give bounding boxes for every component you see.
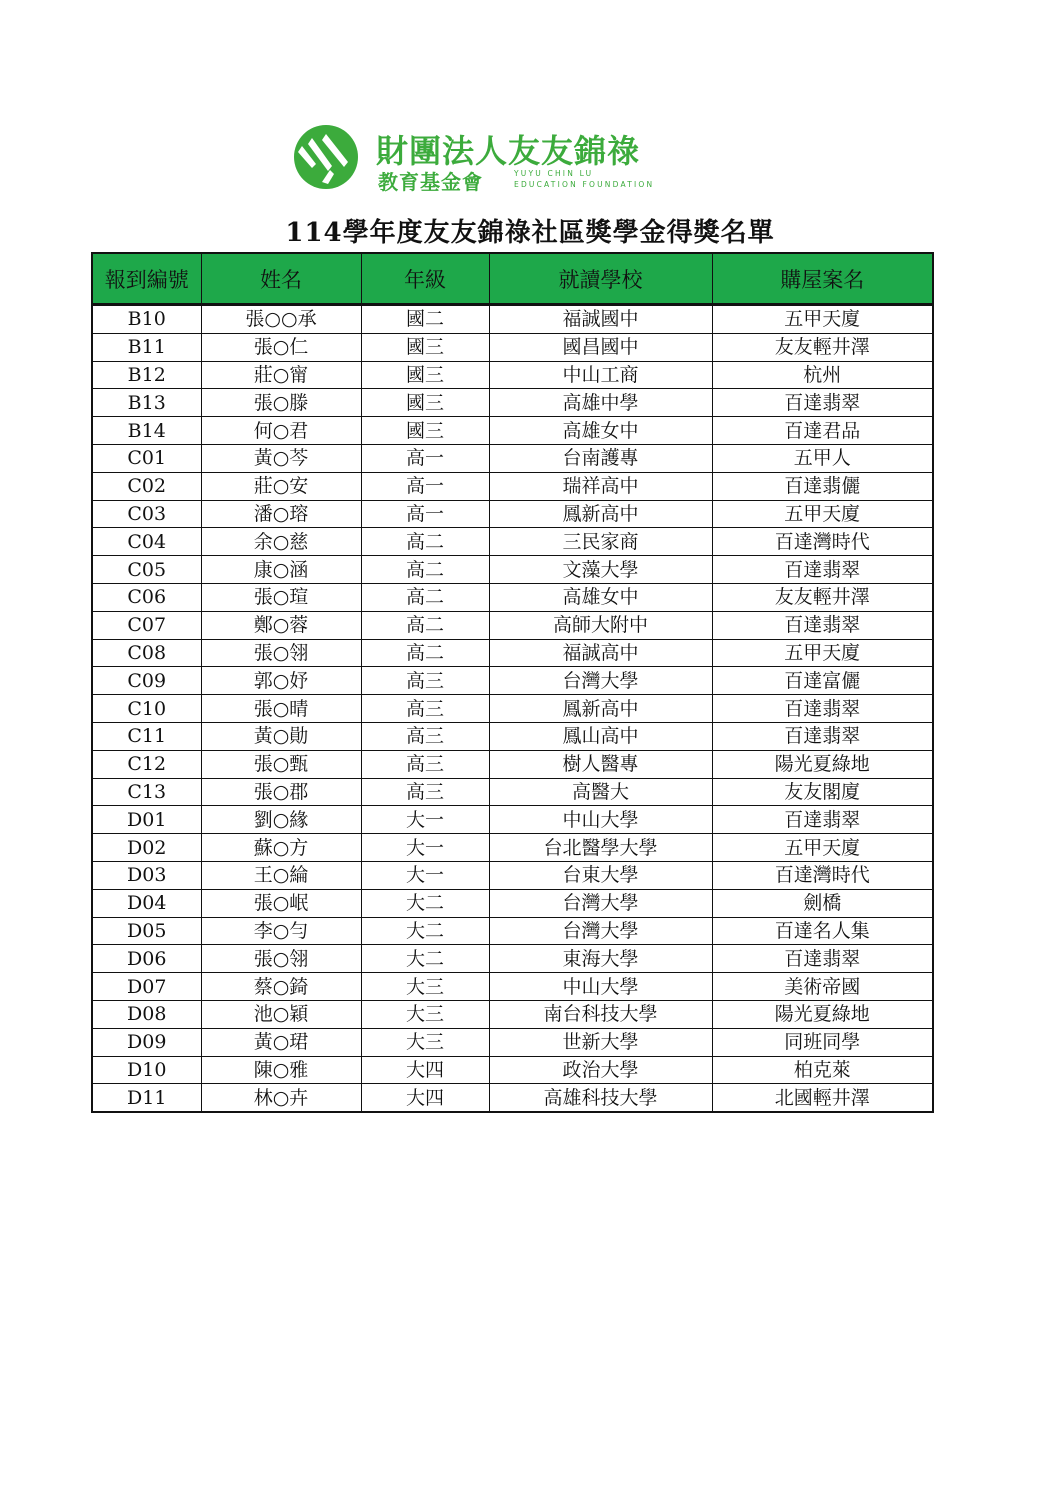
cell-id: B14 xyxy=(92,417,201,445)
table-row xyxy=(92,889,933,917)
foundation-logo xyxy=(292,124,672,192)
cell-name: 莊○甯 xyxy=(201,361,361,389)
cell-grade: 高二 xyxy=(361,556,489,584)
cell-grade: 國二 xyxy=(361,305,489,334)
table-row xyxy=(92,333,933,361)
column-header-school: 就讀學校 xyxy=(489,253,712,305)
cell-grade: 高二 xyxy=(361,583,489,611)
cell-project: 杭州 xyxy=(712,361,933,389)
cell-school: 國昌國中 xyxy=(489,333,712,361)
cell-id: D02 xyxy=(92,834,201,862)
cell-project: 百達翡翠 xyxy=(712,389,933,417)
cell-grade: 大四 xyxy=(361,1084,489,1112)
table-row xyxy=(92,639,933,667)
table-body xyxy=(92,305,933,1113)
cell-name: 陳○雅 xyxy=(201,1056,361,1084)
table-row xyxy=(92,722,933,750)
table-row xyxy=(92,945,933,973)
cell-school: 高雄中學 xyxy=(489,389,712,417)
cell-name: 蘇○方 xyxy=(201,834,361,862)
table-row xyxy=(92,611,933,639)
table-row xyxy=(92,834,933,862)
cell-school: 中山大學 xyxy=(489,973,712,1001)
cell-name: 黃○珺 xyxy=(201,1028,361,1056)
cell-name: 林○卉 xyxy=(201,1084,361,1112)
cell-grade: 大一 xyxy=(361,806,489,834)
cell-name: 李○勻 xyxy=(201,917,361,945)
table-row xyxy=(92,583,933,611)
table-row xyxy=(92,861,933,889)
cell-name: 張○甄 xyxy=(201,750,361,778)
cell-project: 陽光夏綠地 xyxy=(712,750,933,778)
cell-grade: 大二 xyxy=(361,917,489,945)
cell-name: 莊○安 xyxy=(201,472,361,500)
cell-id: D05 xyxy=(92,917,201,945)
table-row xyxy=(92,1084,933,1112)
cell-name: 張○瑄 xyxy=(201,583,361,611)
cell-project: 百達灣時代 xyxy=(712,861,933,889)
cell-id: C10 xyxy=(92,695,201,723)
cell-name: 劉○緣 xyxy=(201,806,361,834)
cell-id: C01 xyxy=(92,444,201,472)
cell-name: 張○翎 xyxy=(201,639,361,667)
cell-school: 台東大學 xyxy=(489,861,712,889)
cell-id: D01 xyxy=(92,806,201,834)
cell-grade: 高三 xyxy=(361,722,489,750)
cell-name: 張○晴 xyxy=(201,695,361,723)
header-row xyxy=(92,253,933,305)
cell-project: 五甲人 xyxy=(712,444,933,472)
cell-project: 友友輕井澤 xyxy=(712,333,933,361)
logo-english-name xyxy=(514,168,654,190)
cell-id: D04 xyxy=(92,889,201,917)
cell-grade: 高一 xyxy=(361,500,489,528)
cell-school: 樹人醫專 xyxy=(489,750,712,778)
table-row xyxy=(92,556,933,584)
cell-school: 台灣大學 xyxy=(489,889,712,917)
cell-name: 王○綸 xyxy=(201,861,361,889)
table-header xyxy=(92,253,933,305)
column-header-project: 購屋案名 xyxy=(712,253,933,305)
cell-name: 張○仁 xyxy=(201,333,361,361)
cell-id: C12 xyxy=(92,750,201,778)
cell-id: C05 xyxy=(92,556,201,584)
cell-project: 百達灣時代 xyxy=(712,528,933,556)
cell-id: C13 xyxy=(92,778,201,806)
cell-school: 福誠高中 xyxy=(489,639,712,667)
cell-school: 台灣大學 xyxy=(489,917,712,945)
cell-name: 張○滕 xyxy=(201,389,361,417)
cell-school: 鳳新高中 xyxy=(489,695,712,723)
cell-grade: 高二 xyxy=(361,639,489,667)
logo-english-line1: YUYU CHIN LU xyxy=(514,169,594,178)
logo-english-line2: EDUCATION FOUNDATION xyxy=(514,180,655,189)
cell-project: 友友輕井澤 xyxy=(712,583,933,611)
cell-grade: 國三 xyxy=(361,389,489,417)
cell-project: 五甲天廈 xyxy=(712,305,933,334)
cell-school: 台南護專 xyxy=(489,444,712,472)
logo-name: 財團法人友友錦祿 xyxy=(376,132,641,170)
cell-school: 高醫大 xyxy=(489,778,712,806)
cell-grade: 國三 xyxy=(361,333,489,361)
cell-project: 百達富儷 xyxy=(712,667,933,695)
cell-school: 鳳新高中 xyxy=(489,500,712,528)
cell-id: D08 xyxy=(92,1000,201,1028)
cell-grade: 高三 xyxy=(361,667,489,695)
cell-grade: 大一 xyxy=(361,861,489,889)
cell-project: 北國輕井澤 xyxy=(712,1084,933,1112)
awardee-table xyxy=(91,252,934,1113)
cell-name: 康○涵 xyxy=(201,556,361,584)
cell-school: 瑞祥高中 xyxy=(489,472,712,500)
cell-grade: 大一 xyxy=(361,834,489,862)
cell-id: B10 xyxy=(92,305,201,334)
cell-name: 鄭○蓉 xyxy=(201,611,361,639)
cell-school: 鳳山高中 xyxy=(489,722,712,750)
cell-school: 中山工商 xyxy=(489,361,712,389)
cell-project: 百達翡翠 xyxy=(712,611,933,639)
cell-name: 張○翎 xyxy=(201,945,361,973)
table-row xyxy=(92,778,933,806)
cell-school: 東海大學 xyxy=(489,945,712,973)
table-row xyxy=(92,667,933,695)
cell-grade: 高三 xyxy=(361,750,489,778)
cell-project: 柏克萊 xyxy=(712,1056,933,1084)
document-title: 114學年度友友錦祿社區獎學金得獎名單 xyxy=(285,218,775,248)
cell-grade: 大四 xyxy=(361,1056,489,1084)
cell-name: 張○郡 xyxy=(201,778,361,806)
cell-name: 張○○承 xyxy=(201,305,361,334)
cell-name: 郭○妤 xyxy=(201,667,361,695)
table-row xyxy=(92,973,933,1001)
foundation-logo-icon xyxy=(292,124,362,190)
cell-school: 台北醫學大學 xyxy=(489,834,712,862)
cell-id: C08 xyxy=(92,639,201,667)
cell-id: B11 xyxy=(92,333,201,361)
logo-subtitle: 教育基金會 xyxy=(378,170,483,194)
cell-project: 友友閣廈 xyxy=(712,778,933,806)
cell-project: 五甲天廈 xyxy=(712,834,933,862)
cell-name: 蔡○錡 xyxy=(201,973,361,1001)
cell-project: 百達翡儷 xyxy=(712,472,933,500)
cell-school: 高師大附中 xyxy=(489,611,712,639)
table-row xyxy=(92,1028,933,1056)
cell-grade: 大三 xyxy=(361,1028,489,1056)
column-header-id: 報到編號 xyxy=(92,253,201,305)
table-row xyxy=(92,1056,933,1084)
cell-id: B13 xyxy=(92,389,201,417)
cell-grade: 大二 xyxy=(361,945,489,973)
cell-project: 陽光夏綠地 xyxy=(712,1000,933,1028)
cell-project: 美術帝國 xyxy=(712,973,933,1001)
cell-id: D10 xyxy=(92,1056,201,1084)
cell-school: 南台科技大學 xyxy=(489,1000,712,1028)
table-row xyxy=(92,444,933,472)
cell-id: D06 xyxy=(92,945,201,973)
cell-name: 余○慈 xyxy=(201,528,361,556)
table-row xyxy=(92,500,933,528)
cell-id: B12 xyxy=(92,361,201,389)
cell-grade: 大二 xyxy=(361,889,489,917)
cell-id: C02 xyxy=(92,472,201,500)
cell-school: 福誠國中 xyxy=(489,305,712,334)
table-row xyxy=(92,695,933,723)
cell-name: 黃○芩 xyxy=(201,444,361,472)
cell-school: 高雄科技大學 xyxy=(489,1084,712,1112)
cell-project: 百達翡翠 xyxy=(712,722,933,750)
cell-grade: 高三 xyxy=(361,695,489,723)
cell-grade: 大三 xyxy=(361,1000,489,1028)
cell-school: 三民家商 xyxy=(489,528,712,556)
cell-grade: 大三 xyxy=(361,973,489,1001)
cell-grade: 高三 xyxy=(361,778,489,806)
cell-project: 百達翡翠 xyxy=(712,556,933,584)
table-row xyxy=(92,806,933,834)
cell-project: 劍橋 xyxy=(712,889,933,917)
column-header-grade: 年級 xyxy=(361,253,489,305)
cell-school: 文藻大學 xyxy=(489,556,712,584)
cell-school: 世新大學 xyxy=(489,1028,712,1056)
cell-project: 百達翡翠 xyxy=(712,945,933,973)
cell-id: D07 xyxy=(92,973,201,1001)
cell-id: D03 xyxy=(92,861,201,889)
cell-id: C03 xyxy=(92,500,201,528)
table-row xyxy=(92,528,933,556)
table-row xyxy=(92,917,933,945)
cell-project: 五甲天廈 xyxy=(712,500,933,528)
cell-project: 百達翡翠 xyxy=(712,806,933,834)
cell-name: 黃○勛 xyxy=(201,722,361,750)
cell-id: C11 xyxy=(92,722,201,750)
cell-school: 中山大學 xyxy=(489,806,712,834)
cell-name: 何○君 xyxy=(201,417,361,445)
cell-grade: 高一 xyxy=(361,472,489,500)
cell-project: 百達名人集 xyxy=(712,917,933,945)
table-row xyxy=(92,361,933,389)
cell-project: 百達翡翠 xyxy=(712,695,933,723)
cell-name: 張○岷 xyxy=(201,889,361,917)
cell-project: 同班同學 xyxy=(712,1028,933,1056)
cell-school: 台灣大學 xyxy=(489,667,712,695)
cell-grade: 高一 xyxy=(361,444,489,472)
table-row xyxy=(92,1000,933,1028)
table-row xyxy=(92,389,933,417)
cell-name: 池○穎 xyxy=(201,1000,361,1028)
column-header-name: 姓名 xyxy=(201,253,361,305)
table-row xyxy=(92,417,933,445)
cell-name: 潘○瑢 xyxy=(201,500,361,528)
cell-id: C06 xyxy=(92,583,201,611)
table-row xyxy=(92,750,933,778)
cell-id: D11 xyxy=(92,1084,201,1112)
cell-id: C09 xyxy=(92,667,201,695)
cell-school: 政治大學 xyxy=(489,1056,712,1084)
table-row xyxy=(92,305,933,334)
cell-school: 高雄女中 xyxy=(489,417,712,445)
cell-grade: 高二 xyxy=(361,611,489,639)
cell-grade: 國三 xyxy=(361,361,489,389)
cell-school: 高雄女中 xyxy=(489,583,712,611)
cell-project: 百達君品 xyxy=(712,417,933,445)
cell-id: C04 xyxy=(92,528,201,556)
cell-id: D09 xyxy=(92,1028,201,1056)
cell-grade: 高二 xyxy=(361,528,489,556)
cell-grade: 國三 xyxy=(361,417,489,445)
table-row xyxy=(92,472,933,500)
cell-project: 五甲天廈 xyxy=(712,639,933,667)
cell-id: C07 xyxy=(92,611,201,639)
